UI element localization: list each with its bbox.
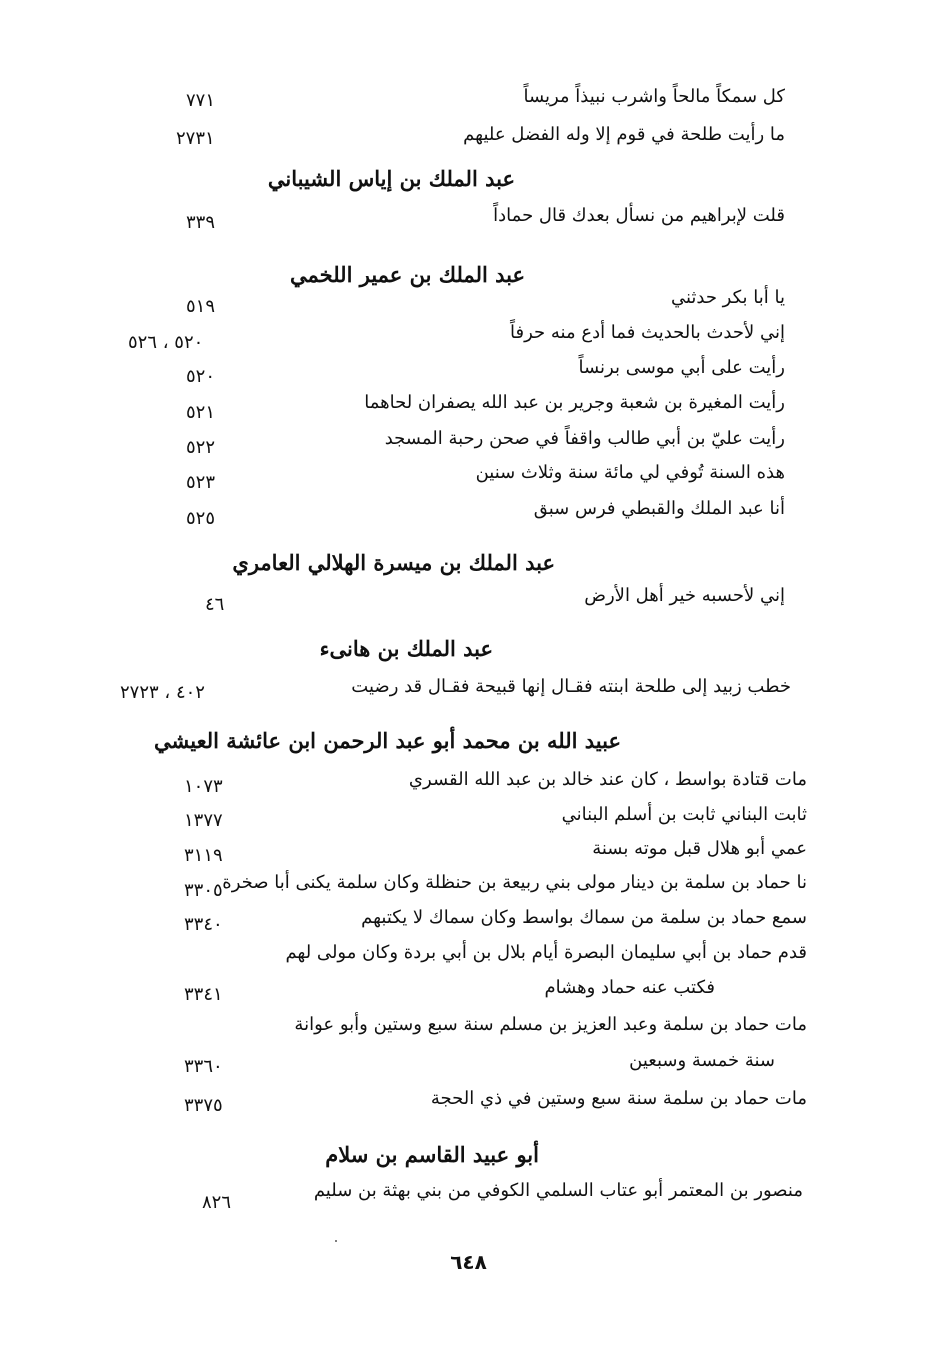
entry-ref: ٥٢١ — [186, 402, 216, 423]
narrator-heading: عبد الملك بن ميسرة الهلالي العامري — [232, 550, 555, 575]
entry-ref: ٥٢٠ — [186, 366, 216, 387]
page-number: ٦٤٨ — [450, 1250, 487, 1274]
entry-ref: ٣٣٤١ — [184, 984, 223, 1005]
entry-ref: ٣٣٠٥ — [184, 880, 223, 901]
scan-speck — [335, 1240, 337, 1242]
entry-ref: ٥٢٥ — [186, 508, 216, 529]
narrator-heading: عبد الملك بن عمير اللخمي — [290, 262, 525, 287]
entry-ref: ٣٣٦٠ — [184, 1056, 223, 1077]
narrator-heading: عبد الملك بن إياس الشيباني — [267, 166, 515, 191]
entry-ref: ٧٧١ — [186, 90, 216, 111]
entry-ref: ١٣٧٧ — [184, 810, 223, 831]
entry-ref: ٥٢٣ — [186, 472, 216, 493]
entry-ref: ٣٣٩ — [186, 212, 216, 233]
entry-ref: ٣١١٩ — [184, 845, 223, 866]
entry-ref: ١٠٧٣ — [184, 776, 223, 797]
entry-ref: ٣٣٤٠ — [184, 914, 223, 935]
entry-ref: ٣٣٧٥ — [184, 1095, 223, 1116]
entry-ref: ٨٢٦ — [202, 1192, 232, 1213]
narrator-heading: عبد الملك بن هانىء — [319, 636, 493, 661]
narrator-heading: عبيد الله بن محمد أبو عبد الرحمن ابن عائشة العيشي — [154, 728, 621, 753]
narrator-heading: أبو عبيد القاسم بن سلام — [325, 1142, 539, 1167]
entry-ref: ٤٠٢ ، ٢٧٢٣ — [120, 682, 205, 703]
entry-ref: ٢٧٣١ — [176, 128, 215, 149]
entry-ref: ٥١٩ — [186, 296, 216, 317]
entry-ref: ٥٢٢ — [186, 437, 216, 458]
entry-ref: ٥٢٠ ، ٥٢٦ — [128, 332, 204, 353]
entry-ref: ٤٦ — [205, 594, 225, 615]
index-page: كل سمكاً مالحاً واشرب نبيذاً مريساً ٧٧١ ما رأيت طلحة في قوم إلا وله الفضل عليهم ٢٧٣١ عبد الملك بن إياس الشيباني قلت لإبراهيم من نسأل بعدك قال حماداً ٣٣٩ عبد الملك بن عمير اللخمي يا أبا بكر حدثني ٥١٩ إني لأحدث بالحديث فما أدع منه حرفاً ٥٢٠ ، ٥٢٦ رأيت على أبي موسى برنساً ٥٢٠ رأيت المغيرة بن شعبة وجرير بن عبد الله يصفران لحاهما ٥٢١ رأيت عليّ بن أبي طالب واقفاً في صحن رحبة المسجد ٥٢٢ هذه السنة تُوفي لي مائة سنة وثلاث سنين ٥٢٣ أنا عبد الملك والقبطي فرس سبق ٥٢٥ عبد الملك بن ميسرة الهلالي العامري إني لأحسبه خير أهل الأرض ٤٦ عبد الملك بن هانىء خطب زبيد إلى طلحة ابنته فقـال إنها قبيحة فقـال قد رضيت ٤٠٢ ، ٢٧٢٣ عبيد الله بن محمد أبو عبد الرحمن ابن عائشة العيشي مات قتادة بواسط ، كان عند خالد بن عبد الله القسري ١٠٧٣ ثابت البناني ثابت بن أسلم البناني ١٣٧٧ عمي أبو هلال قبل موته بسنة ٣١١٩ نا حماد بن سلمة بن دينار مولى بني ربيعة بن حنظلة وكان سلمة يكنى أبا صخرة ٣٣٠٥ سمع حماد بن سلمة من سماك بواسط وكان سماك لا يكتبهم ٣٣٤٠ قدم حماد بن أبي سليمان البصرة أيام بلال بن أبي بردة وكان مولى لهم فكتب عنه حماد وهشام ٣٣٤١ مات حماد بن سلمة وعبد العزيز بن مسلم سنة سبع وستين وأبو عوانة سنة خمسة وسبعين ٣٣٦٠ مات حماد بن سلمة سنة سبع وستين في ذي الحجة ٣٣٧٥ أبو عبيد القاسم بن سلام منصور بن المعتمر أبو عتاب السلمي الكوفي من بني بهثة بن سليم ٨٢٦ ٦٤٨ — [0, 0, 937, 1352]
